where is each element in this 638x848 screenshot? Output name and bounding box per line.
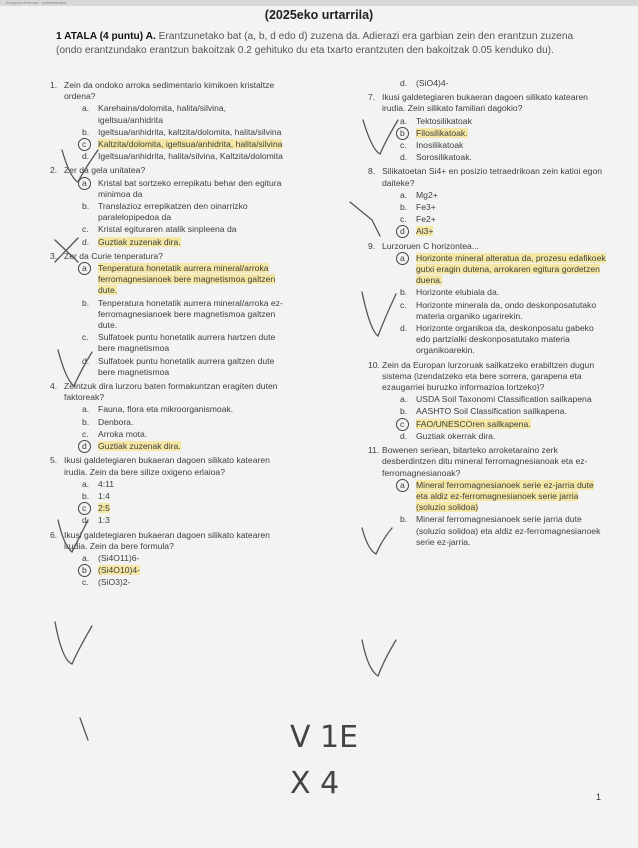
check-mark-q5 xyxy=(55,622,92,664)
intro-text-2: (ondo erantzundako erantzun bakoitzak 0.2 gehituko du eta txarto erantzuten den bakoitzak 0.05 kenduko du). xyxy=(56,44,554,56)
option-text: Igeltsua/anhidrita, halita/silvina, Kaltzita/dolomita xyxy=(98,151,283,162)
section-heading: 1 ATALA (4 puntu) A. xyxy=(56,31,156,42)
option-letter-text: c. xyxy=(400,214,407,225)
question-number: 4. xyxy=(50,381,58,392)
intro-text-1: Erantzunetako bat (a, b, d edo d) zuzena da. Adierazi era garbian zein den erantzun zuzena xyxy=(155,31,574,42)
option-text: (Si4O11)6- xyxy=(98,552,140,563)
option-letter-text: a. xyxy=(82,404,90,415)
cross-mark-q2 xyxy=(55,238,78,262)
option-text: Sulfatoek puntu honetatik aurrera hartzen dute bere magnetismoa xyxy=(98,332,276,354)
option-letter-text: b. xyxy=(82,201,90,212)
option-letter-text: c. xyxy=(400,140,407,151)
option-text: Horizonte organikoa da, deskonposatu gabeko edo partzialki deskonposatutako materia organikoarekin. xyxy=(416,323,594,356)
option-letter-text: d. xyxy=(400,323,408,334)
question-text: Silikatoetan Si4+ en posizio tetraedrikoan zein katioi egon daiteke? xyxy=(382,166,602,188)
option-text: Kristal egituraren atalik sinpleena da xyxy=(98,224,237,235)
question-number: 6. xyxy=(50,529,58,540)
question-text: Zein da ondoko arroka sedimentario kimikoen kristaltze ordena? xyxy=(64,80,275,102)
option-letter-text: b. xyxy=(400,202,408,213)
highlighted-answer: 2:5 xyxy=(98,503,110,514)
option-letter-text: c. xyxy=(82,224,89,235)
option-letter-text: c xyxy=(82,503,87,514)
tick-mark-q6 xyxy=(80,718,88,740)
option-letter-text: d. xyxy=(82,515,90,526)
highlighted-answer: (Si4O10)4- xyxy=(98,565,141,576)
tiny-header: Ezagutza-Eremua · Unibertsitatea xyxy=(6,0,67,5)
question-text: Ikusi galdetegiaren bukaeran dagoen silikato katearen irudia. Zein da bere formula? xyxy=(64,529,270,551)
question-number: 2. xyxy=(50,165,58,176)
option-text: Fe2+ xyxy=(416,214,436,225)
option-letter-text: a xyxy=(400,479,405,490)
option-text: 4:11 xyxy=(98,478,115,489)
question-text: Zeintzuk dira lurzoru baten formakuntzan eragiten duten faktoreak? xyxy=(64,381,278,403)
option-text: USDA Soil Taxonomi Classification sailkapena xyxy=(416,394,592,405)
option-text: Tenperatura honetatik aurrera mineral/arroka ez-ferromagnesianoek bere magnetismoa galtzen dute. xyxy=(98,297,283,331)
check-mark-q1 xyxy=(62,150,98,182)
check-mark-q7 xyxy=(363,120,398,154)
option-letter-text: d. xyxy=(400,152,408,163)
option-letter-text: c. xyxy=(82,428,89,439)
highlighted-answer: Filosilikatoak. xyxy=(416,127,468,138)
check-mark-q11 xyxy=(362,640,396,676)
option-letter-text: d. xyxy=(400,78,408,88)
question-number: 9. xyxy=(368,240,376,251)
question-number: 10. xyxy=(368,359,380,370)
option-text: Mineral ferromagnesianoek serie jarria dute (soluzio solidoa) eta aldiz ez-ferromagnesianoek serie ez-jarria. xyxy=(416,514,601,547)
option-letter-text: a. xyxy=(82,552,90,563)
question-text: Zer da Curie tenperatura? xyxy=(64,250,163,261)
option-text: Igeltsua/anhidrita, kaltzita/dolomita, halita/silvina xyxy=(98,126,282,137)
option-letter-text: d. xyxy=(82,236,90,247)
question-text: Lurzoruen C horizontea... xyxy=(382,240,479,251)
question-text: Zein da Europan lurzoruak sailkatzeko erabiltzen dugun sistema (izendatzeko eta bere sorrera, garapena eta ezaugarriei buruzko informazioa lortzeko)? xyxy=(382,359,595,393)
check-mark-q4 xyxy=(58,520,88,552)
question-text: Zer da gela unitatea? xyxy=(64,165,146,176)
highlighted-answer: Mineral ferromagnesianoek serie ez-jarria dute eta aldiz ez-ferromagnesianoek serie jarria (soluzio solidoa) xyxy=(416,479,594,513)
option-letter-text: a xyxy=(400,252,405,263)
option-text: Arroka mota. xyxy=(98,428,148,439)
option-text: Fe3+ xyxy=(416,202,436,213)
option-text: Sulfatoek puntu honetatik aurrera galtzen dute bere magnetismoa xyxy=(98,355,275,377)
option-text: Mg2+ xyxy=(416,189,438,200)
option-letter-text: a xyxy=(82,177,87,188)
highlighted-answer: Guztiak zuzenak dira. xyxy=(98,441,181,452)
check-mark-q3 xyxy=(58,350,92,386)
handwritten-score-correct: V 1E xyxy=(290,720,359,755)
option-text: AASHTO Soil Classification sailkapena. xyxy=(416,406,567,417)
option-letter-text: b xyxy=(400,127,405,138)
option-text: Horizonte minerala da, ondo deskonposatutako materia organiko ugarirekin. xyxy=(416,299,597,321)
option-text: (SiO3)2- xyxy=(98,577,131,588)
option-text: (SiO4)4- xyxy=(416,78,449,88)
option-letter-text: b. xyxy=(400,406,408,417)
option-text: Guztiak okerrak dira. xyxy=(416,430,496,441)
option-text: Sorosilikatoak. xyxy=(416,152,472,163)
option-letter-text: b. xyxy=(82,297,90,308)
option-text: Tektosilikatoak xyxy=(416,115,472,126)
option-letter-text: d. xyxy=(82,355,90,366)
option-letter-text: a. xyxy=(82,478,90,489)
option-letter-text: c. xyxy=(400,299,407,310)
option-text: Kristal bat sortzeko errepikatu behar den egitura minimoa da xyxy=(98,177,282,199)
option-letter-text: d. xyxy=(82,151,90,162)
question-number: 7. xyxy=(368,92,376,103)
highlighted-answer: Al3+ xyxy=(416,226,434,237)
option-text: Translazioz errepikatzen den oinarrizko paralelopipedoa da xyxy=(98,201,248,223)
question-number: 8. xyxy=(368,166,376,177)
highlighted-answer: Tenperatura honetatik aurrera mineral/arroka ferromagnesianoek bere magnetismoa galtzen dute. xyxy=(98,263,276,296)
option-letter-text: c xyxy=(82,139,87,150)
highlighted-answer: Kaltzita/dolomita, igeltsua/anhidrita, halita/silvina xyxy=(98,139,283,150)
option-text: 1:3 xyxy=(98,515,110,526)
option-text: Inosilikatoak xyxy=(416,140,464,151)
option-text: Horizonte elubiala da. xyxy=(416,287,500,298)
option-letter-text: a. xyxy=(400,394,408,405)
question-number: 1. xyxy=(50,80,58,90)
check-mark-q9 xyxy=(362,292,396,336)
option-text: Denbora. xyxy=(98,416,134,427)
option-letter-text: b. xyxy=(400,514,408,525)
highlighted-answer: Guztiak zuzenak dira. xyxy=(98,236,181,247)
page-title: (2025eko urtarrila) xyxy=(264,8,374,22)
option-letter-text: c. xyxy=(82,577,89,588)
check-mark-q10 xyxy=(362,528,392,554)
option-letter-text: c xyxy=(400,418,405,429)
option-text: Fauna, flora eta mikroorganismoak. xyxy=(98,404,234,415)
highlighted-answer: FAO/UNESCOren sailkapena. xyxy=(416,418,531,429)
option-letter-text: a xyxy=(82,263,87,274)
handwritten-score-wrong: X 4 xyxy=(290,766,340,801)
option-letter-text: b. xyxy=(82,416,90,427)
option-letter-text: c. xyxy=(82,332,89,343)
highlighted-answer: Horizonte mineral alteratua da, prozesu edafikoek gutxi eragin dutena, arrokaren egitura gordetzen duena. xyxy=(416,252,606,286)
option-letter-text: b. xyxy=(400,287,408,298)
option-text: 1:4 xyxy=(98,490,110,501)
option-letter-text: a. xyxy=(400,115,408,126)
check-mark-q8 xyxy=(350,202,380,236)
question-text: Ikusi galdetegiaren bukaeran dagoen silikato katearen irudia. Zein da bere silize oxigeno erlaioa? xyxy=(64,455,270,477)
option-letter-text: d xyxy=(400,226,405,237)
question-number: 11. xyxy=(368,445,380,456)
option-letter-text: d. xyxy=(400,430,408,441)
option-letter-text: a. xyxy=(400,189,408,200)
option-letter-text: b. xyxy=(82,126,90,137)
option-letter-text: b. xyxy=(82,490,90,501)
option-letter-text: a. xyxy=(82,103,90,114)
option-letter-text: b xyxy=(82,565,87,576)
page-number: 1 xyxy=(596,792,602,802)
option-text: Karehaina/dolomita, halita/silvina, igeltsua/anhidrita xyxy=(98,103,227,125)
option-letter-text: d xyxy=(82,441,87,452)
question-number: 3. xyxy=(50,250,58,261)
question-text: Ikusi galdetegiaren bukaeran dagoen silikato katearen irudia. Zein silikato familiari dagokio? xyxy=(382,92,588,114)
question-text: Bowenen seriean, bitarteko arroketaraino zerk desberdintzen ditu mineral ferromagnesianoak eta ez-ferromagnesianoak? xyxy=(382,445,588,478)
question-number: 5. xyxy=(50,455,58,466)
